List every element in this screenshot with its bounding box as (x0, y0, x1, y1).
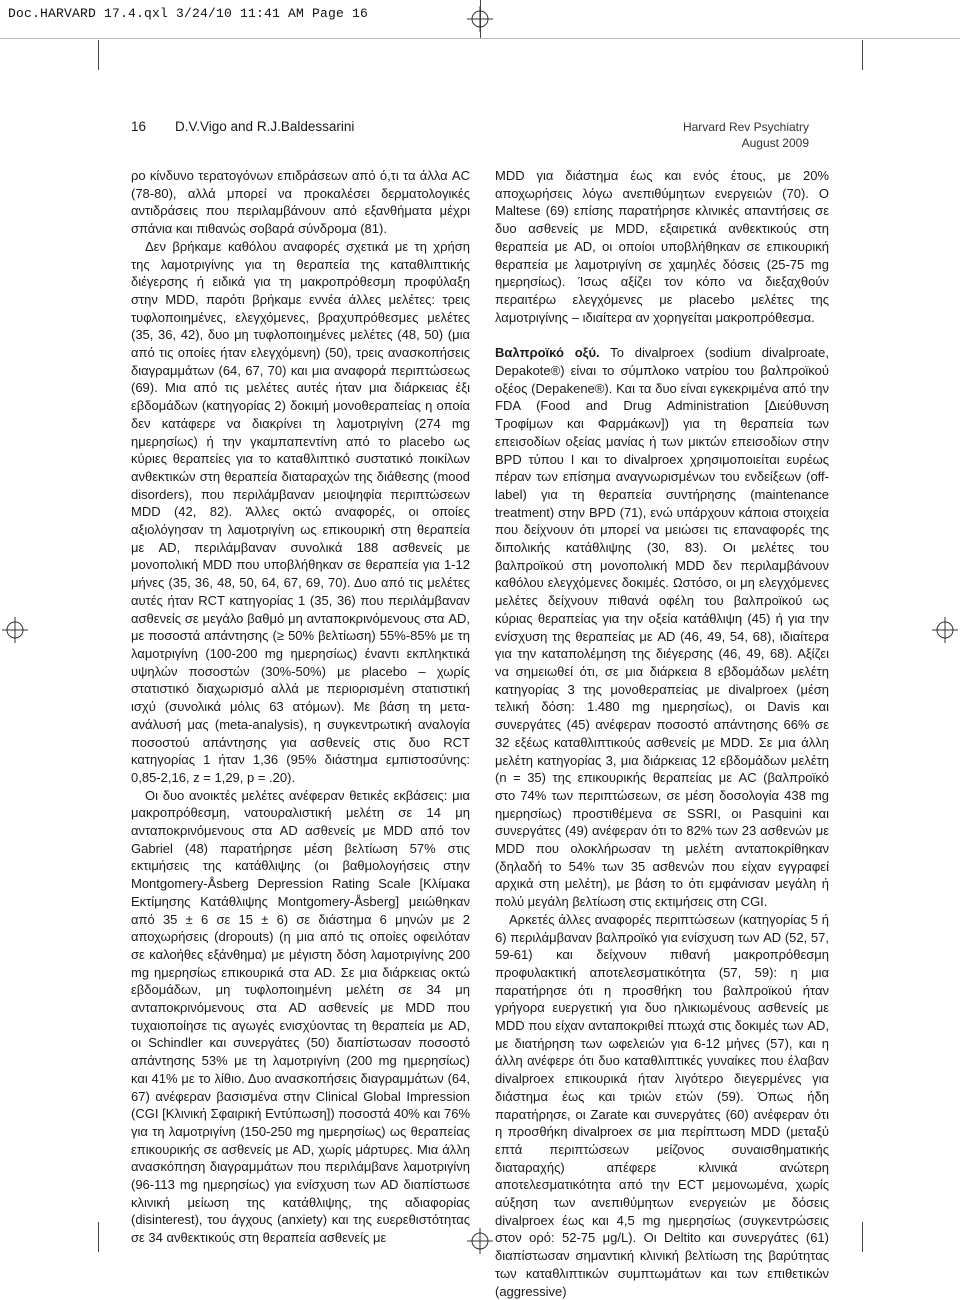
right-paragraph-3: Αρκετές άλλες αναφορές περιπτώσεων (κατηγορίας 5 ή 6) περιλάμβαναν βαλπροϊκό για ενίσχυση των AD (52, 57, 59-61) και δείχνουν πιθανή μακροπρόθεσμη προφυλακτική αποτελεσματικότητα (57, 59): η μια παρατήρησε ότι η προσθήκη του βαλπροϊκού ήταν γρήγορα ευεργετική για δυο ηλικιωμένους ασθενείς με MDD που είχαν ανταποκριθεί πτωχά στις δοκιμές των AD, με διατήρηση των ωφελειών για 6-12 μήνες (57), και η άλλη ανέφερε ότι δυο καταθλιπτικές γυναίκες που έλαβαν divalproex επικουρικά ήταν λιγότερο διεγερμένες για διάστημα έως και τριών ετών (59). Όπως ήδη παρατήρησε, οι Zarate και συνεργάτες (60) ανέφεραν ότι η προσθήκη divalproex σε μια περίπτωση MDD (μεταξύ επτά περιπτώσεων μείζονος συναισθηματικής διαταραχής) απέφερε κλινικά ανώτερη αποτελεσματικότητα από την ECT μεμονωμένα, χωρίς αύξηση των ανεπιθύμητων ενεργειών με δόσεις divalproex έως και 4,5 mg ημερησίως (συγκεντρώσεις στον ορό: 52-75 μg/L). Οι Deltito και συνεργάτες (61) διαπίστωσαν σημαντική κλινική βελτίωση της βαρύτητας των καταθλιπτικών συμπτωμάτων και των επιθετικών (aggressive) (495, 911, 829, 1299)
registration-mark-bottom-icon (467, 1228, 493, 1254)
section-body-text: Το divalproex (sodium divalproate, Depakote®) είναι το σύμπλοκο νατρίου του βαλπροϊκού οξέος (Depakene®). Και τα δυο είναι εγκεκριμένα από την FDA (Food and Drug Administration [Διεύθυνση Τροφίμων και Φαρμάκων]) για τη θεραπεία των επεισοδίων οξείας μανίας ή των μικτών επεισοδίων στην BPD τύπου I και το divalproex χρησιμοποιείται ευρέως πέραν των επίσημα αναγνωρισμένων του ενδείξεων (off-label) για τη θεραπεία συντήρησης (maintenance treatment) στην BPD (71), ενώ υπάρχουν κάποια στοιχεία που δείχνουν ότι μπορεί να μειώσει τις επαναφορές της διπολικής κατάθλιψης (30, 83). Οι μελέτες του βαλπροϊκού στη μονοπολική MDD δεν περιλαμβάνουν καθόλου ελεγχόμενες δοκιμές. Ωστόσο, οι μη ελεγχόμενες μελέτες δείχνουν πιθανά οφέλη του βαλπροϊκού ως κύριας θεραπείας για την οξεία κατάθλιψη (45) ή για την ενίσχυση της θεραπείας με AD (46, 49, 54, 68), ιδιαίτερα για την καταπολέμηση της διέγερσης (46, 49, 68). Αξίζει να σημειωθεί ότι, σε μια διάρκεια 8 εβδομάδων μελέτη κατηγορίας 3 της μονοθεραπείας με divalproex (μέση τελική δόση: 1.480 mg ημερησίως), οι Davis και συνεργάτες (45) ανέφεραν ποσοστό απάντησης 66% σε 32 εξέως καταθλιπτικούς ασθενείς με MDD. Σε μια άλλη μελέτη κατηγορίας 3, μια διάρκειας 12 εβδομάδων μελέτη (n = 35) της επικουρικής θεραπείας με AC (βαλπροϊκό στο 74% των περιπτώσεων, σε μέση δοσολογία 438 mg ημερησίως) προστιθέμενα σε SSRI, οι Pasquini και συνεργάτες (49) ανέφεραν ότι το 82% των 23 ασθενών με MDD που ολοκλήρωσαν τη μελέτη ανταποκρίθηκαν (δηλαδή το 54% των 35 ασθενών που είχαν εγγραφεί αρχικά στη μελέτη), με βάση το ότι εμφάνισαν μεγάλη ή πολύ μεγάλη βελτίωση στις εκτιμήσεις στη CGI. (495, 345, 830, 910)
right-paragraph-1: MDD για διάστημα έως και ενός έτους, με 20% αποχωρήσεις λόγω ανεπιθύμητων ενεργειών (70). Ο Maltese (69) επίσης παρατήρησε κλινικές απαντήσεις σε δυο ασθενείς με MDD, εξαιρετικά ανθεκτικούς στη θεραπεία με AD, οι οποίοι υποβλήθηκαν σε επικουρική θεραπεία με λαμοτριγίνη σε χαμηλές δόσεις (25-75 mg ημερησίως). Ίσως αξίζει τον κόπο να διεξαχθούν περαιτέρω ελεγχόμενες με placebo μελέτες της λαμοτριγίνης – ιδιαίτερα αν χορηγείται μακροπρόθεσμα. (495, 168, 829, 325)
crop-mark-bottom-right (862, 1222, 863, 1252)
left-paragraph-2: Δεν βρήκαμε καθόλου αναφορές σχετικά με τη χρήση της λαμοτριγίνης για τη θεραπεία της καταθλιπτικής διέγερσης ή ειδικά για τη μακροπρόθεσμη προφύλαξη στην MDD, παρότι βρήκαμε εννέα άλλες μελέτες: τρεις τυφλοποιημένες, ελεγχόμενες, βραχυπρόθεσμες μελέτες (35, 36, 42), δυο μη τυφλοποιημένες μελέτες (48, 50) (μια από τις οποίες ήταν ελεγχόμενη) (50), τρεις ανασκοπήσεις διαγραμμάτων (64, 67, 70) και μια αναφορά περιπτώσεως (69). Μια από τις μελέτες αυτές ήταν μια διάρκειας έξι εβδομάδων (κατηγορίας 2) δοκιμή μονοθεραπείας η οποία δεν κατάφερε να διακρίνει τη λαμοτριγίνη (274 mg ημερησίως) ή την γκαμπαπεντίνη από το placebo ως κύριες θεραπείες για το καταθλιπτικό συστατικό ποικίλων ανθεκτικών στη θεραπεία διαταραχών της διάθεσης (mood disorders), που περιλάμβαναν μειοψηφία περιπτώσεων MDD (42, 82). Άλλες οκτώ αναφορές, οι οποίες αξιολόγησαν τη λαμοτριγίνη ως επικουρική στη θεραπεία με AD, περιλάμβαναν συνολικά 188 ασθενείς με μονοπολική MDD που υποβλήθηκαν σε θεραπεία για 1-12 μήνες (35, 36, 48, 50, 64, 67, 69, 70). Δυο από τις μελέτες αυτές ήταν RCT κατηγορίας 1 (35, 36) που περιλάμβαναν ασθενείς σε μεγάλο βαθμό μη ανταποκρινόμενους στα AD, με ποσοστά απάντησης (≥ 50% βελτίωση) 55%-85% με τη λαμοτριγίνη (100-200 mg ημερησίως) έναντι εκπληκτικά υψηλών ποσοστών (30%-50%) με placebo – χωρίς στατιστικό διαχωρισμό αλλά με περιορισμένη στατιστική ισχύ (συνολικά μόλις 63 ατόμων). Με βάση τη μετα-ανάλυσή μας (meta-analysis), η συγκεντρωτική αναλογία ποσοστού απάντησης για ασθενείς στις δυο RCT κατηγορίας 1 ήταν 1,36 (95% διάστημα εμπιστοσύνης: 0,85-2,16, z = 1,29, p = .20). (131, 238, 470, 785)
print-slug: Doc.HARVARD 17.4.qxl 3/24/10 11:41 AM Page 16 (8, 6, 369, 21)
valproate-section-paragraph (495, 344, 829, 911)
registration-mark-left-icon (2, 617, 28, 643)
left-paragraph-1: ρο κίνδυνο τερατογόνων επιδράσεων από ό,τι τα άλλα AC (78-80), αλλά μπορεί να προκαλέσει δερματολογικές αντιδράσεις που περιλαμβάνουν από εξανθήματα μέχρι σπάνια και πιθανώς σοβαρά σύνδρομα (81). (131, 168, 470, 237)
registration-mark-top-icon (467, 6, 493, 32)
journal-title: Harvard Rev Psychiatry (682, 120, 809, 134)
journal-info (683, 119, 809, 151)
right-column (495, 167, 829, 1300)
crop-mark-top-right (862, 40, 863, 70)
section-heading: Βαλπροϊκό οξύ. (495, 345, 600, 361)
registration-mark-right-icon (932, 617, 958, 643)
running-head-authors: D.V.Vigo and R.J.Baldessarini (175, 119, 355, 134)
left-column (131, 167, 470, 1247)
journal-date: August 2009 (741, 136, 809, 150)
page-number: 16 (131, 119, 147, 134)
crop-mark-top-line (0, 38, 960, 39)
crop-mark-bottom-left (98, 1222, 99, 1252)
crop-mark-top-left (98, 40, 99, 70)
left-paragraph-3: Οι δυο ανοικτές μελέτες ανέφεραν θετικές εκβάσεις: μια μακροπρόθεσμη, νατουραλιστική μελέτη σε 14 μη ανταποκρινόμενους στα AD ασθενείς με MDD από τον Gabriel (48) παρατήρησε μέση βελτίωση 57% στις εκτιμήσεις της κατάθλιψης (οι βαθμολογήσεις στην Montgomery-Åsberg Depression Rating Scale [Κλίμακα Εκτίμησης Κατάθλιψης Montgomery-Åsberg] μειώθηκαν από 35 ± 6 σε 15 ± 6) σε διάστημα 6 μηνών με 2 αποχωρήσεις (dropouts) (η μια από τις οποίες οφειλόταν σε καλοήθες εξάνθημα) με μέγιστη δόση λαμοτριγίνης 200 mg ημερησίως επικουρικά στα AD. Σε μια διάρκειας οκτώ εβδομάδων, μη τυφλοποιημένη μελέτη σε 34 μη ανταποκρινόμενους στα AD ασθενείς με MDD που τυχαιοποίησε τις αγωγές ενισχύοντας τη θεραπεία με AD, οι Schindler και συνεργάτες (50) διαπίστωσαν ποσοστό απάντησης 53% με τη λαμοτριγίνη (200 mg ημερησίως) και 41% με το λίθιο. Δυο ανασκοπήσεις διαγραμμάτων (64, 67) ανέφεραν βασισμένα στην Clinical Global Impression (CGI [Κλινική Σφαιρική Εντύπωση]) ποσοστά 40% και 76% για τη λαμοτριγίνη (150-250 mg ημερησίως) ως θεραπείας επικουρικής σε ασθενείς με AD, χωρίς μάρτυρες. Μια άλλη ανασκόπηση διαγραμμάτων που περιλάμβανε λαμοτριγίνη (96-113 mg ημερησίως) για ενίσχυση των AD διαπίστωσε κλινική μείωση της κατάθλιψης, της αδιαφορίας (disinterest), του άγχους (anxiety) και της ευερεθιστότητας σε 34 ανθεκτικούς στη θεραπεία ασθενείς με (131, 787, 470, 1246)
